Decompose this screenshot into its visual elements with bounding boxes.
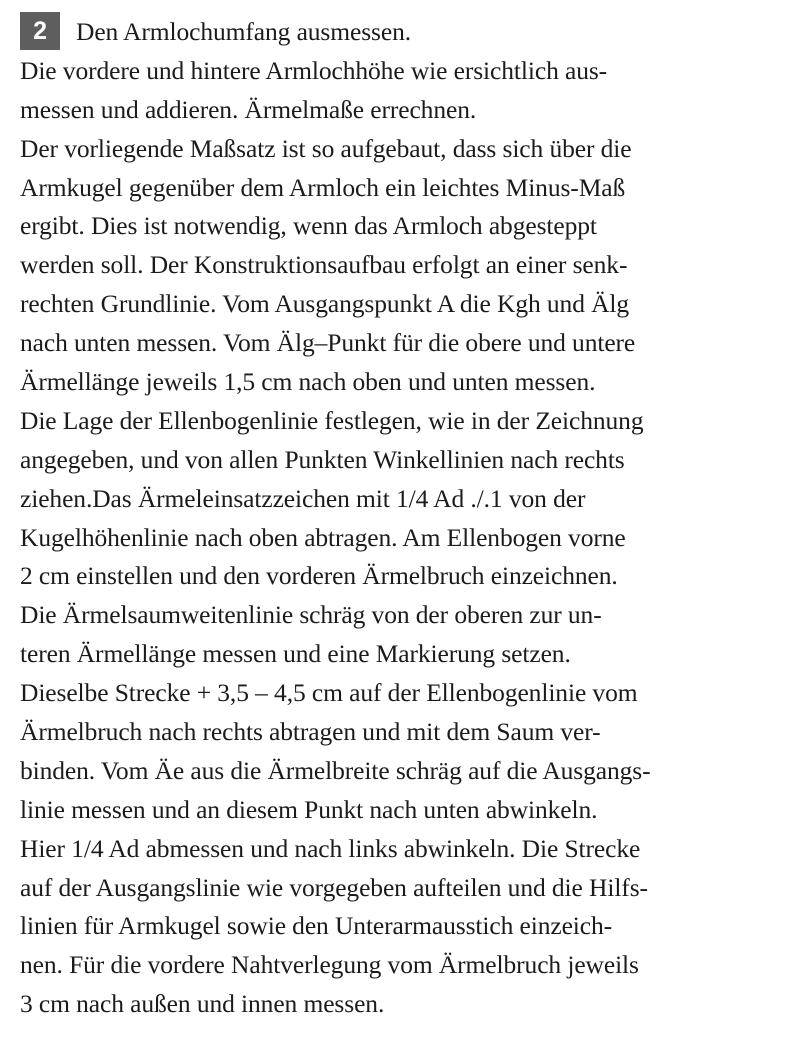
step-number-badge: 2 [20,12,60,50]
text-line: Dieselbe Strecke + 3,5 – 4,5 cm auf der Ellenbogenlinie vom [20,678,638,708]
text-line: Kugelhöhenlinie nach oben abtragen. Am Ellenbogen vorne [20,522,626,552]
step-heading-line [20,13,795,52]
text-line: 2 cm einstellen und den vorderen Ärmelbruch einzeichnen. [20,561,618,591]
text-line: linien für Armkugel sowie den Unterarmausstich einzeich- [20,911,613,941]
step-heading: Den Armlochumfang ausmessen. [76,17,412,46]
text-line: ziehen.Das Ärmeleinsatzzeichen mit 1/4 Ad ./.1 von der [20,483,586,513]
text-line: nach unten messen. Vom Älg–Punkt für die obere und untere [20,328,636,358]
text-line: teren Ärmellänge messen und eine Markierung setzen. [20,639,571,669]
text-line: werden soll. Der Konstruktionsaufbau erfolgt an einer senk- [20,250,628,280]
text-line: Die vordere und hintere Armlochhöhe wie ersichtlich aus- [20,55,608,85]
text-line: auf der Ausgangslinie wie vorgegeben aufteilen und die Hilfs- [20,872,648,902]
text-line: Hier 1/4 Ad abmessen und nach links abwinkeln. Die Strecke [20,833,641,863]
instruction-text-block [20,13,795,1024]
text-line: Die Lage der Ellenbogenlinie festlegen, wie in der Zeichnung [20,405,644,435]
text-line: Der vorliegende Maßsatz ist so aufgebaut, dass sich über die [20,133,632,163]
text-line: rechten Grundlinie. Vom Ausgangspunkt A die Kgh und Älg [20,289,630,319]
text-line: nen. Für die vordere Nahtverlegung vom Ärmelbruch jeweils [20,950,639,980]
text-line: Ärmelbruch nach rechts abtragen und mit dem Saum ver- [20,717,601,747]
text-line: binden. Vom Äe aus die Ärmelbreite schräg auf die Ausgangs- [20,755,651,785]
text-line: Die Ärmelsaumweitenlinie schräg von der oberen zur un- [20,600,602,630]
text-line: angegeben, und von allen Punkten Winkellinien nach rechts [20,444,625,474]
text-line: messen und addieren. Ärmelmaße errechnen. [20,94,477,124]
text-line: linie messen und an diesem Punkt nach unten abwinkeln. [20,794,598,824]
text-line: Ärmellänge jeweils 1,5 cm nach oben und unten messen. [20,367,596,397]
text-line: 3 cm nach außen und innen messen. [20,989,385,1019]
text-line: ergibt. Dies ist notwendig, wenn das Armloch abgesteppt [20,211,597,241]
text-line: Armkugel gegenüber dem Armloch ein leichtes Minus-Maß [20,172,626,202]
